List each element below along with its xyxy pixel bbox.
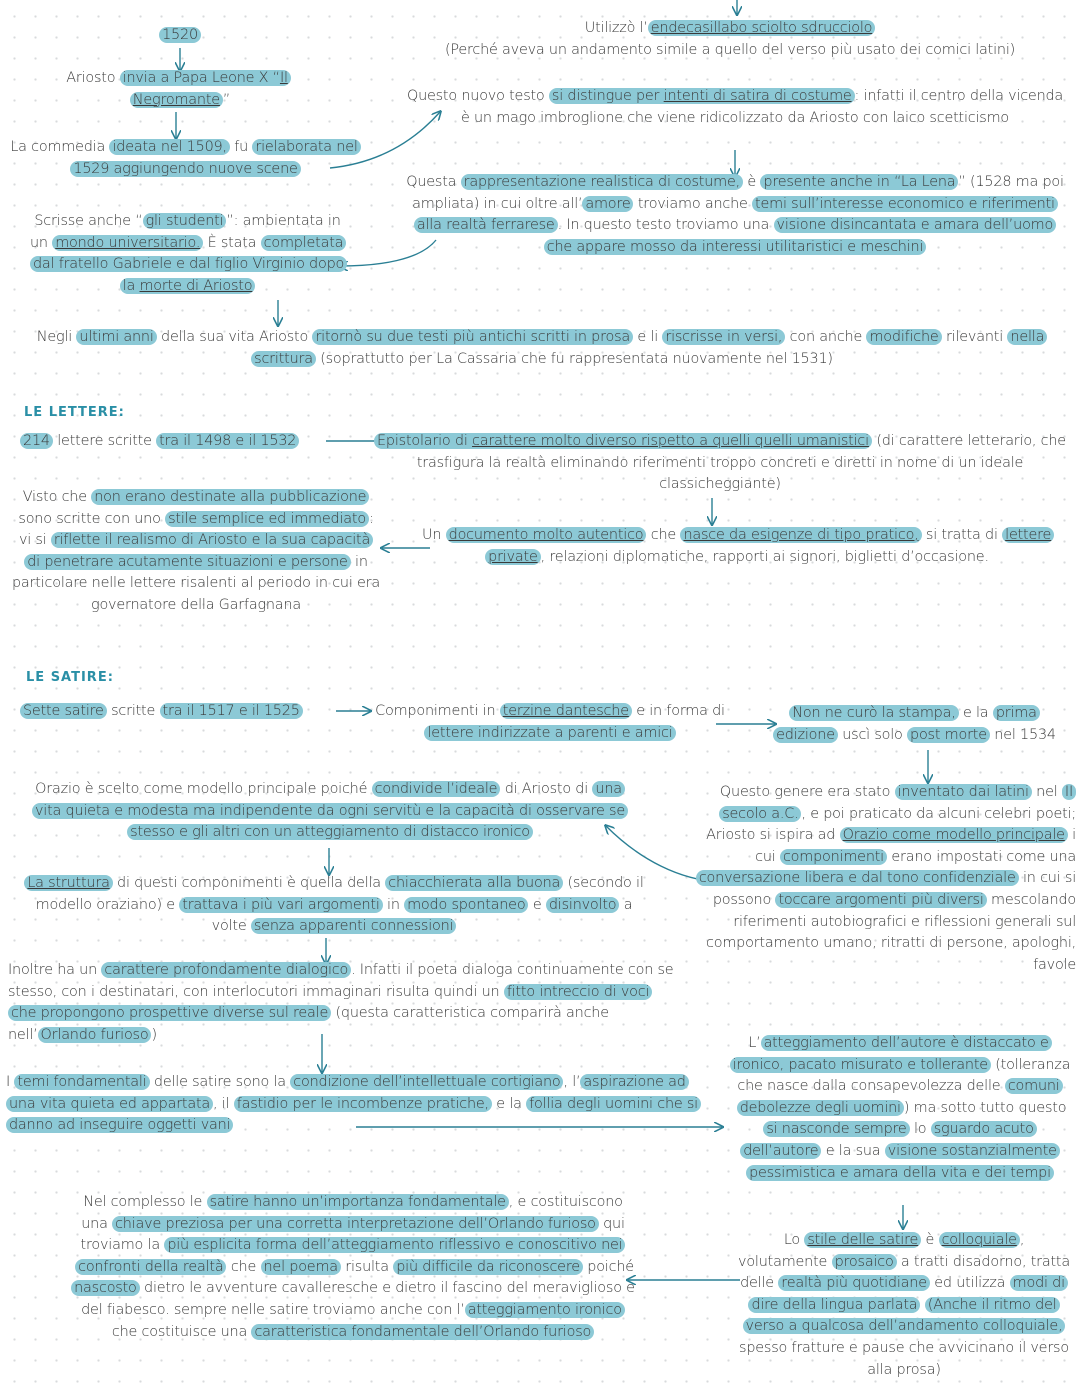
highlight: II secolo a.C. <box>719 784 1076 822</box>
highlight: senza apparenti connessioni <box>251 918 456 934</box>
highlight: nasce da esigenze di tipo pratico, <box>680 527 921 543</box>
underlined-text: Negromante <box>132 91 220 108</box>
highlight: gli studenti <box>143 213 227 229</box>
text: di questi componimenti è quella della <box>112 875 386 891</box>
text: spesso fratture e pause che avvicinano il verso alla prosa) <box>739 1339 1069 1378</box>
highlight: nella scrittura <box>251 329 1047 367</box>
text: ” (1528 ma poi ampliata) in cui oltre all’ <box>412 174 1064 212</box>
text: Scrisse anche “ <box>34 213 143 229</box>
text: in cui si possono <box>712 870 1076 908</box>
text: a tratti disadorno, tratta delle <box>740 1253 1070 1292</box>
text: Ariosto <box>66 70 120 86</box>
highlight: chiave preziosa per una corretta interpretazione dell’Orlando furioso <box>112 1216 599 1232</box>
studenti-block <box>30 211 345 297</box>
text: Un <box>422 527 446 543</box>
highlight: conversazione libera e dal tono confidenziale <box>696 870 1019 886</box>
text: (secondo il modello oraziano) e <box>35 875 644 913</box>
temi-block <box>6 1072 706 1137</box>
text: e in forma di <box>631 703 725 719</box>
underlined-text: Il <box>279 70 288 86</box>
text: risulta <box>340 1258 394 1275</box>
highlight: più esplicita forma dell’atteggiamento riflessivo e conoscitivo nei confronti della realtà <box>75 1237 625 1275</box>
text: e la <box>491 1095 527 1112</box>
highlight: ultimi anni <box>76 329 156 345</box>
highlight: follia degli uomini che si danno ad inseguire oggetti vani <box>6 1096 701 1134</box>
text: troviamo anche <box>633 195 753 212</box>
highlight: La struttura <box>24 875 112 891</box>
highlight: aspirazione ad una vita quieta ed appartata <box>6 1074 689 1112</box>
highlight: modi di dire della lingua parlata <box>748 1275 1067 1313</box>
year-1520 <box>150 25 210 47</box>
highlight: fastidio per le incombenze pratiche, <box>234 1096 492 1112</box>
text: . In questo testo troviamo una <box>557 217 774 234</box>
highlight: nascosto <box>71 1280 140 1296</box>
text: : infatti il centro della vicenda è un mago imbroglione che viene ridicolizzato da Ariosto con laico scetticismo <box>460 88 1064 126</box>
text: che costituisce una <box>111 1323 252 1340</box>
underlined-text: carattere molto diverso rispetto a quelli quelli umanistici <box>472 433 869 449</box>
text: rilevanti <box>941 329 1008 345</box>
highlight: atteggiamento ironico <box>465 1302 625 1318</box>
highlight: trattava i più vari argomenti <box>179 897 382 913</box>
text: della sua vita Ariosto <box>156 329 313 345</box>
text: Questa <box>406 174 461 190</box>
highlight: fitto intreccio di voci che propongono prospettive diverse sul reale <box>8 984 652 1022</box>
underlined-text: intenti di satira di costume <box>663 88 852 104</box>
highlight: condivide l’ideale <box>372 781 501 797</box>
terzine-block <box>370 701 730 744</box>
text: e la sua <box>821 1142 885 1159</box>
endecasillabo-block <box>410 18 1050 61</box>
text: (Perché aveva un andamento simile a quello del verso più usato dei comici latini) <box>444 41 1016 58</box>
text: in <box>382 896 405 913</box>
highlight: prima edizione <box>773 705 1040 743</box>
text: , volutamente <box>738 1232 1025 1270</box>
text: I <box>6 1074 15 1090</box>
sette-satire-block <box>20 701 340 723</box>
genere-block <box>686 782 1076 976</box>
lettere-214-block <box>20 431 330 453</box>
text: Questo nuovo testo <box>406 88 549 104</box>
highlight: ideata nel 1509, <box>109 139 229 155</box>
highlight: inventato dai latini <box>895 784 1032 800</box>
struttura-block <box>24 873 644 938</box>
highlight: più difficile da riconoscere <box>393 1259 583 1275</box>
highlight-text: completata dal fratello Gabriele e dal figlio Virginio dopo la <box>33 234 345 294</box>
text: e li <box>633 329 663 345</box>
text: e <box>528 896 546 913</box>
complesso-block <box>68 1192 638 1343</box>
text: , il <box>213 1095 234 1112</box>
text: (questa caratteristica comparirà anche nell’ <box>8 1005 609 1043</box>
invia-block <box>40 68 320 111</box>
text: ) <box>151 1026 157 1043</box>
highlight: Non ne curò la stampa, <box>789 705 958 721</box>
text: , e poi praticato da alcuni celebri poeti; Ariosto si ispira ad <box>706 805 1076 844</box>
highlight: rappresentazione realistica di costume, <box>461 174 743 190</box>
text: ) ma sotto tutto questo <box>903 1099 1067 1116</box>
highlight: Orazio come modello principale <box>840 827 1068 843</box>
text: lo <box>909 1121 931 1138</box>
highlight: stile delle satire <box>804 1232 921 1248</box>
documento-block <box>422 525 1052 568</box>
highlight: prosaico <box>832 1254 897 1270</box>
highlight: sguardo acuto dell’autore <box>740 1121 1037 1159</box>
underlined-text: morte di Ariosto <box>139 277 253 294</box>
year-label: 1520 <box>159 27 201 43</box>
text: si tratta di <box>921 527 1003 543</box>
text: Utilizzò l’ <box>584 20 648 36</box>
highlight: visione sostanzialmente pessimistica e amara della vita e dei tempi <box>746 1143 1060 1181</box>
highlight: ritornò su due testi più antichi scritti in prosa <box>312 329 633 345</box>
text: , e costituiscono una <box>81 1194 623 1232</box>
highlight: presente anche in “La Lena <box>760 174 958 190</box>
text: poiché <box>582 1258 634 1275</box>
highlight: visione disincantata e amara dell’uomo che appare mosso da interessi utilitaristici e meschini <box>544 217 1056 255</box>
text: con anche <box>785 329 867 345</box>
text: È stata <box>203 234 261 251</box>
highlight: temi sull’interesse economico e riferimenti alla realtà ferrarese <box>414 196 1058 234</box>
stile-block <box>738 1230 1070 1381</box>
text: che <box>226 1258 261 1275</box>
highlight: colloquiale <box>939 1232 1020 1248</box>
highlight: chiacchierata alla buona <box>385 875 563 891</box>
highlight <box>120 70 291 108</box>
text: che <box>646 527 681 543</box>
highlight: post morte <box>907 727 990 743</box>
highlight: lettere private <box>485 527 1054 565</box>
atteggiamento-block <box>726 1033 1074 1184</box>
highlight: una vita quieta e modesta ma indipendente da ogni servitù e la capacità di osservare se stesso e gli altri con un atteggiamento di distacco ironico <box>32 781 628 840</box>
nuovo-testo-block <box>405 86 1065 129</box>
highlight: Sette satire <box>20 703 107 719</box>
highlight: temi fondamentali <box>14 1074 149 1090</box>
text: Questo genere era stato <box>719 784 895 800</box>
highlight: modifiche <box>866 329 941 345</box>
highlight: disinvolto <box>546 897 620 913</box>
text: . Infatti il poeta dialoga continuamente con se stesso, con i destinatari, con interlocutori immaginari risulta quindi un <box>8 962 674 1000</box>
ultimi-anni-block <box>22 327 1062 370</box>
stampa-block <box>762 703 1067 746</box>
highlight: tra il 1517 e il 1525 <box>160 703 303 719</box>
highlight: terzine dantesche <box>500 703 632 719</box>
text: Componimenti in <box>375 703 500 719</box>
text: Nel complesso le <box>83 1194 207 1210</box>
highlight: comuni debolezze degli uomini <box>737 1078 1063 1116</box>
dialogico-block <box>8 960 678 1046</box>
text: dietro le avventure cavalleresche e dietro il fascino del meraviglioso e del fiabesco. sempre nelle satire troviamo anche con l’ <box>81 1280 635 1318</box>
highlight: riflette il realismo di Ariosto e la sua capacità di penetrare acutamente situazioni e persone <box>24 532 373 570</box>
highlight: amore <box>582 196 633 212</box>
text: ed utilizza <box>929 1275 1010 1292</box>
highlight-text: invia a Papa Leone X “ <box>122 70 280 86</box>
highlight: (Anche il ritmo del verso a qualcosa dell’andamento colloquiale, <box>743 1297 1066 1335</box>
epistolario-block <box>370 431 1070 496</box>
text: è <box>921 1232 939 1248</box>
highlight: documento molto autentico <box>446 527 647 543</box>
text: (di carattere letterario, che trasfigura la realtà eliminando riferimenti troppo concreti e diretti in nome di un ideale classicheggiante) <box>416 433 1066 493</box>
highlight-text: Epistolario di <box>377 433 473 449</box>
text: ”: ambientata in un <box>30 213 341 251</box>
text: Lo <box>783 1232 805 1248</box>
text: a volte <box>211 896 633 935</box>
text: qui troviamo la <box>80 1215 625 1254</box>
text: sono scritte con uno <box>18 510 166 527</box>
highlight: mondo universitario. <box>52 235 203 251</box>
highlight: realtà più quotidiane <box>778 1275 930 1291</box>
highlight-text: si distingue per <box>551 88 664 104</box>
text: erano impostati come una <box>886 848 1076 865</box>
highlight: nel poema <box>261 1259 341 1275</box>
highlight <box>549 88 855 104</box>
text: fu <box>229 139 253 155</box>
highlight: carattere profondamente dialogico <box>101 962 351 978</box>
highlight: Orlando furioso <box>38 1027 152 1043</box>
text: ” <box>222 91 231 108</box>
highlight: componimenti <box>780 849 887 865</box>
commedia-block <box>8 137 363 180</box>
highlight: toccare argomenti più diversi <box>775 892 986 908</box>
lena-block <box>405 172 1065 258</box>
text: Visto che <box>22 489 92 505</box>
highlight: modo spontaneo <box>404 897 528 913</box>
highlight: riscrisse in versi, <box>662 329 785 345</box>
text: nel <box>1031 784 1062 800</box>
highlight: tra il 1498 e il 1532 <box>156 433 299 449</box>
text: (tolleranza che nasce dalla consapevolezza delle <box>737 1056 1071 1095</box>
orazio-block <box>30 779 630 844</box>
highlight: endecasillabo sciolto sdrucciolo <box>648 20 875 36</box>
text: i cui <box>755 827 1076 865</box>
text: di Ariosto di <box>500 781 593 797</box>
text: delle satire sono la <box>149 1074 291 1090</box>
text: : vi si <box>18 510 374 549</box>
text: scritte <box>106 703 160 719</box>
text: Orazio è scelto come modello principale poiché <box>35 781 372 797</box>
highlight: si nasconde sempre <box>763 1121 909 1137</box>
highlight: 214 <box>20 433 53 449</box>
visto-che-block <box>12 487 380 617</box>
highlight: caratteristica fondamentale dell’Orlando furioso <box>251 1324 594 1340</box>
text: Negli <box>36 329 77 345</box>
text: , l’ <box>563 1074 581 1090</box>
highlight: stile semplice ed immediato <box>165 511 369 527</box>
text: Inoltre ha un <box>8 962 102 978</box>
text: (soprattutto per La Cassaria che fu rappresentata nuovamente nel 1531) <box>315 350 833 367</box>
text: e la <box>958 705 993 721</box>
highlight: satire hanno un’importanza fondamentale <box>207 1194 509 1210</box>
section-heading-lettere: LE LETTERE: <box>24 405 125 420</box>
highlight: lettere indirizzate a parenti e amici <box>424 725 675 741</box>
text: L’ <box>748 1035 761 1051</box>
section-heading-satire: LE SATIRE: <box>26 670 114 685</box>
text: mescolando riferimenti autobiografici e riflessioni generali sul comportamento umano, ritratti di persone, apologhi, favole <box>706 891 1076 973</box>
highlight: rielaborata nel 1529 aggiungendo nuove scene <box>70 139 360 177</box>
highlight: non erano destinate alla pubblicazione <box>91 489 369 505</box>
text: in particolare nelle lettere risalenti al periodo in cui era governatore della Garfagnana <box>12 553 381 613</box>
highlight: atteggiamento dell’autore è distaccato e ironico, pacato misurato e tollerante <box>730 1035 1052 1073</box>
text: uscì solo <box>837 726 908 743</box>
text: , relazioni diplomatiche, rapporti ai signori, biglietti d’occasione. <box>540 548 989 565</box>
highlight <box>374 433 872 449</box>
text: lettere scritte <box>52 433 157 449</box>
text: nel 1534 <box>989 726 1056 743</box>
highlight: condizione dell’intellettuale cortigiano <box>290 1074 563 1090</box>
text: La commedia <box>10 139 110 155</box>
text: è <box>742 174 761 190</box>
